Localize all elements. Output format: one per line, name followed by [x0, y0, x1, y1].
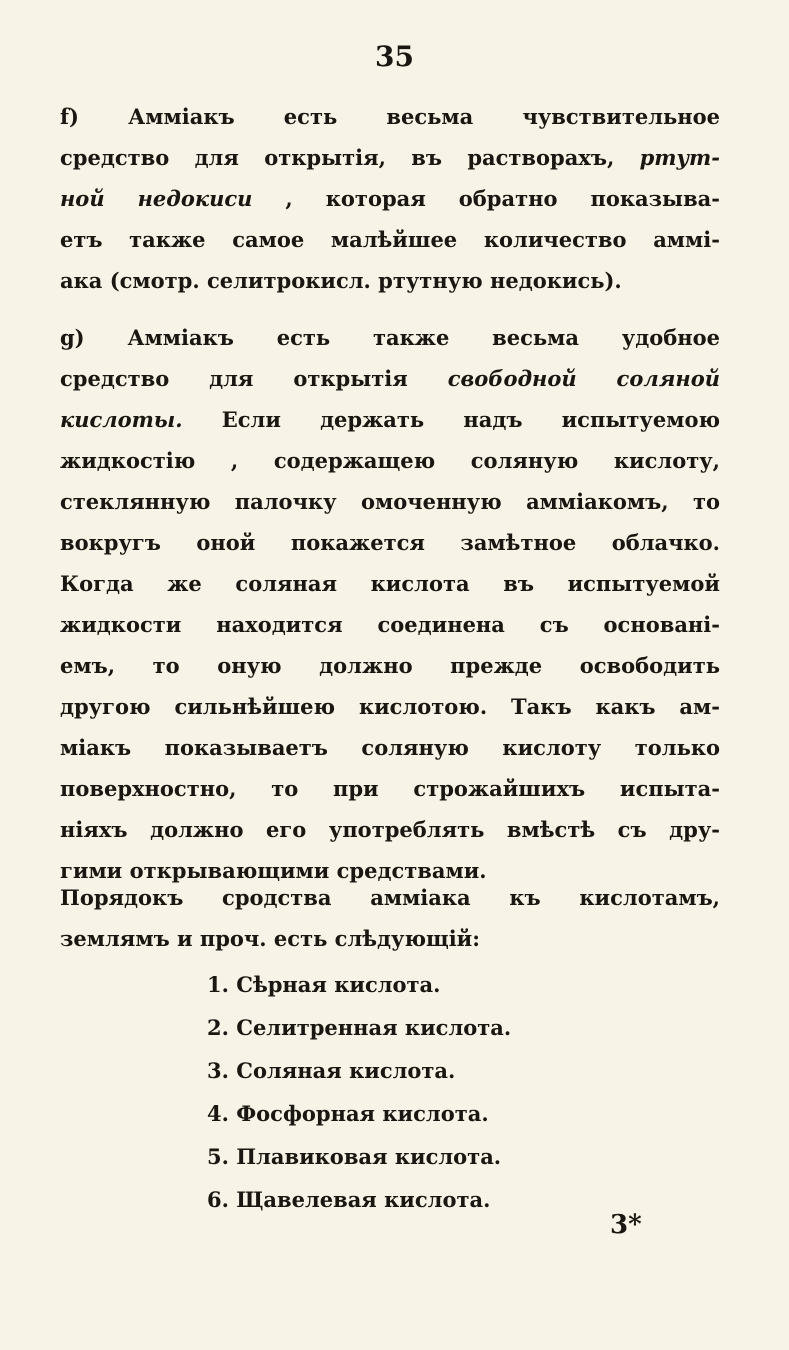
- text-run: Порядокъ сродства аммiака къ кислотамъ,: [60, 885, 720, 910]
- text-run: стеклянную палочку омоченную аммiакомъ, то: [60, 489, 720, 514]
- text-run: емъ, то оную должно прежде освободить: [60, 653, 720, 678]
- paragraph-g-line: [60, 399, 720, 440]
- text-run: жидкости находится соединена съ основанi-: [60, 612, 720, 637]
- italic-text: ртут-: [639, 145, 720, 170]
- acid-list-item: 1. Сѣрная кислота.: [207, 972, 441, 997]
- text-run: g) Аммiакъ есть также весьма удобное: [60, 325, 720, 350]
- paragraph-g-line: [60, 645, 720, 686]
- text-run: средство для открытiя: [60, 366, 448, 391]
- text-run: , которая обратно показыва-: [252, 186, 720, 211]
- paragraph-g-line: [60, 809, 720, 850]
- text-run: другою сильнѣйшею кислотою. Такъ какъ ам-: [60, 694, 720, 719]
- acid-list-item: 2. Селитренная кислота.: [207, 1015, 512, 1040]
- paragraph-f: [60, 96, 720, 301]
- page-number: 35: [375, 40, 414, 73]
- text-run: гими открывающими средствами.: [60, 858, 487, 883]
- paragraph-g-line: [60, 358, 720, 399]
- paragraph-f-line: [60, 137, 720, 178]
- text-run: землямъ и проч. есть слѣдующiй:: [60, 926, 481, 951]
- paragraph-f-line: [60, 178, 720, 219]
- text-run: мiакъ показываетъ соляную кислоту только: [60, 735, 720, 760]
- italic-text: свободной соляной: [447, 366, 720, 391]
- acid-list-item: 6. Щавелевая кислота.: [207, 1187, 491, 1212]
- paragraph-affinity-order-line: [60, 877, 720, 918]
- paragraph-g-line: [60, 317, 720, 358]
- text-run: нiяхъ должно его употреблять вмѣстѣ съ дру-: [60, 817, 720, 842]
- text-run: етъ также самое малѣйшее количество аммi-: [60, 227, 720, 252]
- paragraph-g-line: [60, 604, 720, 645]
- acid-affinity-list: [207, 963, 511, 1221]
- paragraph-g-line: [60, 768, 720, 809]
- paragraph-affinity-order: [60, 877, 720, 959]
- signature-mark: 3*: [610, 1210, 642, 1240]
- text-run: вокругъ оной покажется замѣтное облачко.: [60, 530, 720, 555]
- paragraph-g-line: [60, 522, 720, 563]
- paragraph-affinity-order-line: [60, 918, 720, 959]
- text-run: средство для открытiя, въ растворахъ,: [60, 145, 640, 170]
- acid-list-item: 4. Фосфорная кислота.: [207, 1101, 489, 1126]
- paragraph-g: [60, 317, 720, 891]
- text-run: Если держать надъ испытуемою: [182, 407, 720, 432]
- acid-list-item: 3. Соляная кислота.: [207, 1058, 456, 1083]
- text-run: Когда же соляная кислота въ испытуемой: [60, 571, 720, 596]
- italic-text: кислоты.: [60, 407, 183, 432]
- paragraph-g-line: [60, 440, 720, 481]
- paragraph-g-line: [60, 686, 720, 727]
- text-run: f) Аммiакъ есть весьма чувствительное: [60, 104, 720, 129]
- paragraph-f-line: [60, 260, 720, 301]
- paragraph-g-line: [60, 481, 720, 522]
- paragraph-f-line: [60, 219, 720, 260]
- text-run: жидкостiю , содержащею соляную кислоту,: [60, 448, 720, 473]
- paragraph-g-line: [60, 563, 720, 604]
- paragraph-f-line: [60, 96, 720, 137]
- italic-text: ной недокиси: [60, 186, 253, 211]
- text-run: ака (смотр. селитрокисл. ртутную недокись).: [60, 268, 622, 293]
- text-run: поверхностно, то при строжайшихъ испыта-: [60, 776, 720, 801]
- acid-list-item: 5. Плавиковая кислота.: [207, 1144, 502, 1169]
- paragraph-g-line: [60, 727, 720, 768]
